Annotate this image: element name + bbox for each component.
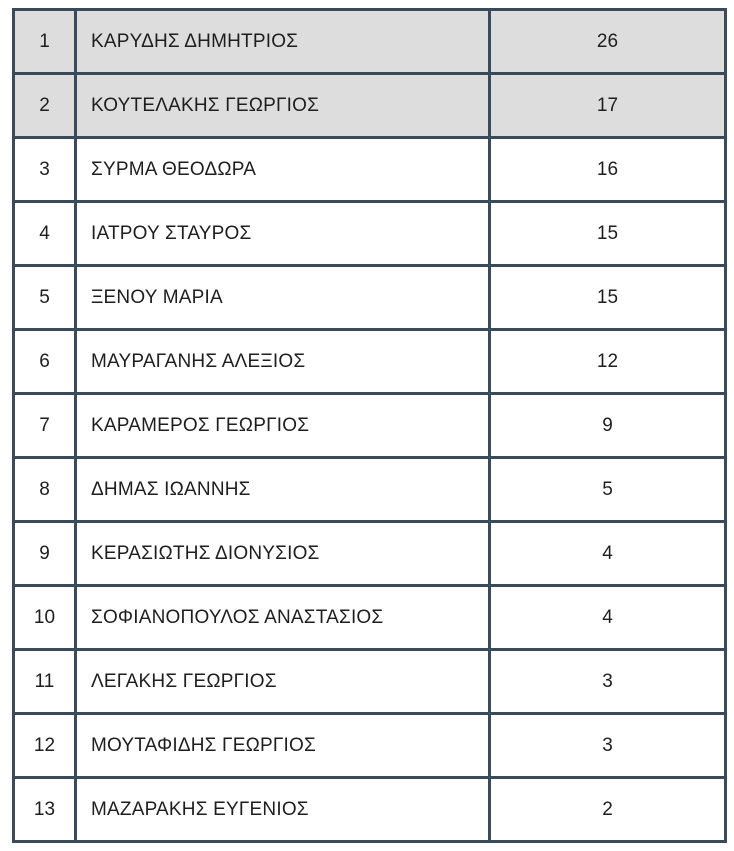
votes-cell: 16 xyxy=(490,138,726,202)
candidate-name-cell: ΙΑΤΡΟΥ ΣΤΑΥΡΟΣ xyxy=(76,202,490,266)
candidate-name-cell: ΛΕΓΑΚΗΣ ΓΕΩΡΓΙΟΣ xyxy=(76,650,490,714)
rank-cell: 3 xyxy=(14,138,76,202)
votes-cell: 3 xyxy=(490,650,726,714)
table-row xyxy=(14,778,726,842)
votes-cell: 12 xyxy=(490,330,726,394)
votes-cell: 26 xyxy=(490,10,726,74)
candidate-name-cell: ΔΗΜΑΣ ΙΩΑΝΝΗΣ xyxy=(76,458,490,522)
table-row xyxy=(14,74,726,138)
candidate-name-cell: ΚΕΡΑΣΙΩΤΗΣ ΔΙΟΝΥΣΙΟΣ xyxy=(76,522,490,586)
table-row xyxy=(14,458,726,522)
table-row xyxy=(14,266,726,330)
rank-cell: 12 xyxy=(14,714,76,778)
candidate-name-cell: ΜΑΖΑΡΑΚΗΣ ΕΥΓΕΝΙΟΣ xyxy=(76,778,490,842)
votes-cell: 4 xyxy=(490,586,726,650)
table-row xyxy=(14,586,726,650)
table-row xyxy=(14,714,726,778)
results-table xyxy=(12,8,727,843)
candidate-name-cell: ΚΟΥΤΕΛΑΚΗΣ ΓΕΩΡΓΙΟΣ xyxy=(76,74,490,138)
candidate-name-cell: ΞΕΝΟΥ ΜΑΡΙΑ xyxy=(76,266,490,330)
votes-cell: 2 xyxy=(490,778,726,842)
table-row xyxy=(14,650,726,714)
table-row xyxy=(14,330,726,394)
votes-cell: 3 xyxy=(490,714,726,778)
rank-cell: 6 xyxy=(14,330,76,394)
table-row xyxy=(14,10,726,74)
table-row xyxy=(14,202,726,266)
votes-cell: 15 xyxy=(490,266,726,330)
votes-cell: 5 xyxy=(490,458,726,522)
rank-cell: 10 xyxy=(14,586,76,650)
rank-cell: 1 xyxy=(14,10,76,74)
candidate-name-cell: ΣΥΡΜΑ ΘΕΟΔΩΡΑ xyxy=(76,138,490,202)
votes-cell: 17 xyxy=(490,74,726,138)
table-row xyxy=(14,522,726,586)
results-table-container xyxy=(12,8,724,843)
rank-cell: 11 xyxy=(14,650,76,714)
rank-cell: 9 xyxy=(14,522,76,586)
votes-cell: 9 xyxy=(490,394,726,458)
rank-cell: 4 xyxy=(14,202,76,266)
votes-cell: 4 xyxy=(490,522,726,586)
rank-cell: 2 xyxy=(14,74,76,138)
candidate-name-cell: ΚΑΡΑΜΕΡΟΣ ΓΕΩΡΓΙΟΣ xyxy=(76,394,490,458)
candidate-name-cell: ΚΑΡΥΔΗΣ ΔΗΜΗΤΡΙΟΣ xyxy=(76,10,490,74)
rank-cell: 13 xyxy=(14,778,76,842)
results-table-body xyxy=(14,10,726,842)
table-row xyxy=(14,138,726,202)
candidate-name-cell: ΜΑΥΡΑΓΑΝΗΣ ΑΛΕΞΙΟΣ xyxy=(76,330,490,394)
rank-cell: 5 xyxy=(14,266,76,330)
candidate-name-cell: ΜΟΥΤΑΦΙΔΗΣ ΓΕΩΡΓΙΟΣ xyxy=(76,714,490,778)
votes-cell: 15 xyxy=(490,202,726,266)
candidate-name-cell: ΣΟΦΙΑΝΟΠΟΥΛΟΣ ΑΝΑΣΤΑΣΙΟΣ xyxy=(76,586,490,650)
rank-cell: 8 xyxy=(14,458,76,522)
table-row xyxy=(14,394,726,458)
rank-cell: 7 xyxy=(14,394,76,458)
